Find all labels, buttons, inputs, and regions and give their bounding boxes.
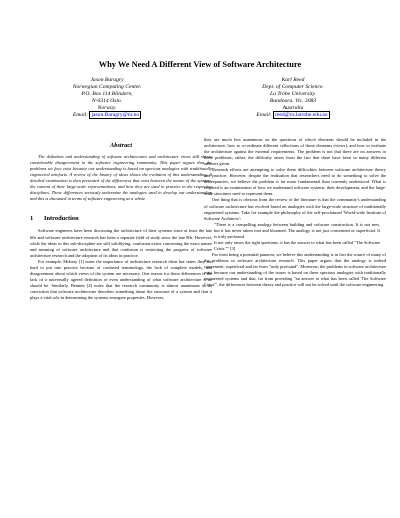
- section-heading: [30, 216, 212, 222]
- block-quote: It not only raises the right questions, it has the answer to what has been called "The Software Crisis."" [3]: [214, 239, 380, 251]
- body-paragraph: they are much less unanimous on the questions of which elements should be included in the architecture, how to co-ordinate different collections of those elements (views), and how to evaluate the architecture against the external requirements. The problem is not that there are no answers to these problems; rather, the difficulty arises from the fact that there have been so many different answers given.: [204, 137, 386, 167]
- body-paragraph: Software engineers have been discussing the architecture of their systems since at least the late 60s and software architecture research has been a separate field of study since the late 80s. However, while the ideas in this sub-discipline are still solidifying, confusion exists concerning the exact nature and meaning of software architecture and that confusion is restricting the progress of software architecture research and the adoption of its ideas in practice.: [30, 228, 212, 258]
- author-name: Karl Reed: [281, 77, 305, 83]
- email-link[interactable]: jason.Baragry@nr.no: [91, 111, 140, 118]
- author-country: Australia: [282, 104, 304, 111]
- author-country: Norway.: [97, 104, 117, 111]
- email-link[interactable]: reed@cs.latrobe.edu.au: [275, 111, 328, 118]
- author-block-2: [218, 77, 368, 118]
- abstract-heading: Abstract: [109, 142, 132, 149]
- paper-title: Why We Need A Different View of Software Architecture: [98, 60, 302, 69]
- body-paragraph: For example, Mobray [1] notes the importance of architecture research ideas but states they are hard to put into practice because of confused terminology, the lack of complete models, and disagreement about which views of the system are necessary. One reason for those differences is the lack of a universally agreed definition or even understanding of what software architecture is or should be. Similarly, Bennett [2] notes that the research community is almost unanimous in its conviction that software architecture describes something about the structure of a system and that it plays a vital role in determining the systems emergent properties. However,: [30, 258, 212, 300]
- author-address-line: P.O. Box 114 Blindern,: [81, 90, 133, 97]
- author-address-line: N-0314 Oslo.: [91, 97, 123, 104]
- section-title: Introduction: [44, 215, 79, 223]
- body-paragraph: Research efforts are attempting to solve these difficulties between software architecture theory and practice. However, despite the realisation that researchers need to do something to solve the discrepancies, we believe the problem is far more fundamental than currently understood. What is required is an examination of how we understand software systems, their development, and the large-scale structures used to represent them.: [204, 167, 386, 197]
- abstract-text: The definition and understanding of software architectures and architecture views still shows considerable disagreement in the software engineering community. This paper argues that the problems we face exist because our understanding is based on specious analogies with traditionally engineered artefacts. A review of the history of ideas shows the evolution of this understanding. A detailed examination is then presented of the differences that exist between the nature of the systems, the content of their large-scale representations, and how they are used in practice in the respective disciplines. These differences seriously undermine the analogies used to develop our understanding and this is discussed in terms of software engineering as a whole.: [30, 154, 212, 202]
- right-column: [204, 137, 386, 288]
- email-label: Email:: [256, 111, 272, 118]
- body-paragraph: Far from being a potential panacea, we believe this understanding is in fact the source of many of the problems in software architecture research. This paper argues that the analogy is indeed convenient, superficial and far from "truly profound". Moreover, the problems in software architecture exist because our understanding of the issues is based on these specious analogies with traditionally engineered systems and that, far from providing "an answer to what has been called 'The Software Crisis'", the differences between theory and practice will not be solved until the software engineering: [204, 251, 386, 288]
- author-name: Jason Baragry: [90, 77, 124, 83]
- author-org: Norwegian Computing Center.: [72, 83, 142, 90]
- author-address-line: Bundoora. Vic. 3083: [269, 97, 317, 104]
- email-label: Email:: [72, 111, 89, 118]
- section-number: 1: [30, 215, 34, 223]
- body-paragraph: One thing that is obvious from the review of the literature is that the community's understanding of software architecture has evolved based on analogies with the large-scale structure of traditionally engineered systems. Take for example the philosophy of the self-proclaimed 'World-wide Institute of Software Architects':: [204, 197, 386, 221]
- author-address-line: La Trobe University.: [270, 90, 316, 97]
- block-quote: "There is a compelling analogy between building and software construction. It is not new, but it has never taken root and bloomed. The analogy is not just convenient or superficial. It is truly profound.: [214, 221, 380, 239]
- author-block-1: [32, 77, 182, 118]
- author-org: Dept. of Computer Science.: [262, 83, 324, 90]
- left-column: [30, 137, 212, 301]
- author-email-row: [32, 112, 182, 119]
- author-email-row: [218, 112, 368, 119]
